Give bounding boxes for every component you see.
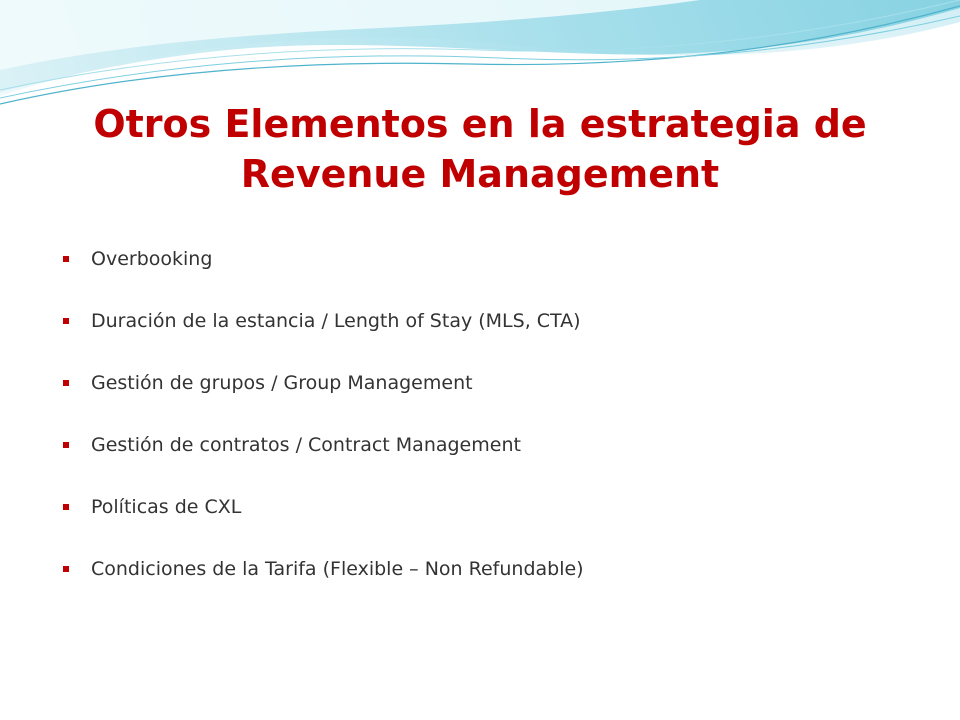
square-bullet-icon <box>63 566 69 572</box>
list-item-text: Políticas de CXL <box>91 496 242 518</box>
square-bullet-icon <box>63 256 69 262</box>
list-item <box>62 244 584 306</box>
square-bullet-icon <box>63 504 69 510</box>
list-item <box>62 306 584 368</box>
list-item-text: Condiciones de la Tarifa (Flexible – Non Refundable) <box>91 558 584 580</box>
slide-title <box>30 99 930 199</box>
square-bullet-icon <box>63 318 69 324</box>
list-item <box>62 554 584 616</box>
list-item <box>62 430 584 492</box>
list-item <box>62 368 584 430</box>
title-line-1: Otros Elementos en la estrategia de <box>93 102 867 146</box>
list-item-text: Overbooking <box>91 248 213 270</box>
list-item-text: Gestión de contratos / Contract Management <box>91 434 521 456</box>
square-bullet-icon <box>63 380 69 386</box>
square-bullet-icon <box>63 442 69 448</box>
list-item-text: Duración de la estancia / Length of Stay (MLS, CTA) <box>91 310 581 332</box>
title-line-2: Revenue Management <box>240 152 720 196</box>
bullet-list <box>62 244 584 616</box>
list-item <box>62 492 584 554</box>
list-item-text: Gestión de grupos / Group Management <box>91 372 473 394</box>
